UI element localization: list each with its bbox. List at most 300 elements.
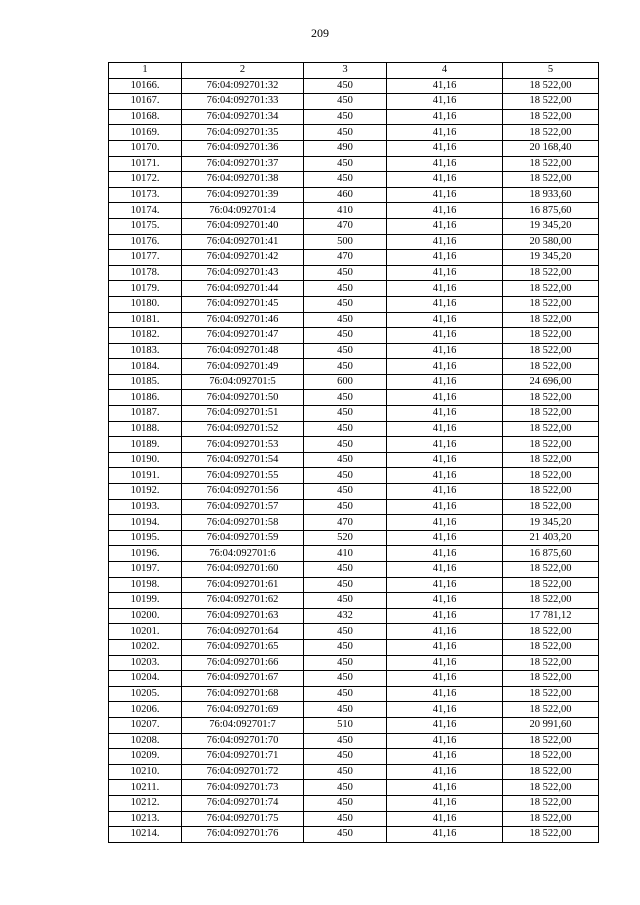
rate-cell: 41,16 <box>387 624 503 640</box>
area-cell: 450 <box>304 421 387 437</box>
row-number-cell: 10169. <box>109 125 182 141</box>
cadastral-number-cell: 76:04:092701:41 <box>182 234 304 250</box>
row-number-cell: 10196. <box>109 546 182 562</box>
table-row <box>109 468 599 484</box>
area-cell: 450 <box>304 343 387 359</box>
rate-cell: 41,16 <box>387 484 503 500</box>
area-cell: 450 <box>304 452 387 468</box>
cadastral-number-cell: 76:04:092701:36 <box>182 140 304 156</box>
rate-cell: 41,16 <box>387 312 503 328</box>
value-cell: 18 522,00 <box>503 655 599 671</box>
rate-cell: 41,16 <box>387 421 503 437</box>
rate-cell: 41,16 <box>387 717 503 733</box>
row-number-cell: 10186. <box>109 390 182 406</box>
cadastral-number-cell: 76:04:092701:60 <box>182 562 304 578</box>
table-row <box>109 484 599 500</box>
rate-cell: 41,16 <box>387 764 503 780</box>
row-number-cell: 10190. <box>109 452 182 468</box>
area-cell: 450 <box>304 795 387 811</box>
table-row <box>109 780 599 796</box>
area-cell: 450 <box>304 468 387 484</box>
row-number-cell: 10199. <box>109 593 182 609</box>
cadastral-number-cell: 76:04:092701:54 <box>182 452 304 468</box>
value-cell: 18 522,00 <box>503 94 599 110</box>
table-row <box>109 577 599 593</box>
table-row <box>109 250 599 266</box>
value-cell: 18 522,00 <box>503 406 599 422</box>
cadastral-number-cell: 76:04:092701:43 <box>182 265 304 281</box>
rate-cell: 41,16 <box>387 671 503 687</box>
row-number-cell: 10200. <box>109 608 182 624</box>
rate-cell: 41,16 <box>387 265 503 281</box>
value-cell: 24 696,00 <box>503 374 599 390</box>
table-row <box>109 593 599 609</box>
cadastral-number-cell: 76:04:092701:42 <box>182 250 304 266</box>
table-row <box>109 686 599 702</box>
value-cell: 18 522,00 <box>503 577 599 593</box>
area-cell: 490 <box>304 140 387 156</box>
row-number-cell: 10191. <box>109 468 182 484</box>
row-number-cell: 10182. <box>109 328 182 344</box>
row-number-cell: 10192. <box>109 484 182 500</box>
cadastral-number-cell: 76:04:092701:63 <box>182 608 304 624</box>
area-cell: 450 <box>304 749 387 765</box>
table-row <box>109 94 599 110</box>
value-cell: 18 522,00 <box>503 484 599 500</box>
row-number-cell: 10206. <box>109 702 182 718</box>
value-cell: 18 522,00 <box>503 109 599 125</box>
cadastral-number-cell: 76:04:092701:32 <box>182 78 304 94</box>
value-cell: 18 522,00 <box>503 624 599 640</box>
cadastral-number-cell: 76:04:092701:35 <box>182 125 304 141</box>
value-cell: 18 522,00 <box>503 312 599 328</box>
cadastral-number-cell: 76:04:092701:46 <box>182 312 304 328</box>
table-row <box>109 562 599 578</box>
row-number-cell: 10194. <box>109 515 182 531</box>
cadastral-number-cell: 76:04:092701:49 <box>182 359 304 375</box>
table-row <box>109 125 599 141</box>
table-row <box>109 374 599 390</box>
row-number-cell: 10167. <box>109 94 182 110</box>
row-number-cell: 10172. <box>109 172 182 188</box>
area-cell: 450 <box>304 78 387 94</box>
cadastral-number-cell: 76:04:092701:73 <box>182 780 304 796</box>
table-row <box>109 437 599 453</box>
row-number-cell: 10193. <box>109 499 182 515</box>
area-cell: 450 <box>304 827 387 843</box>
row-number-cell: 10178. <box>109 265 182 281</box>
rate-cell: 41,16 <box>387 562 503 578</box>
rate-cell: 41,16 <box>387 218 503 234</box>
value-cell: 18 522,00 <box>503 281 599 297</box>
cadastral-number-cell: 76:04:092701:47 <box>182 328 304 344</box>
value-cell: 18 522,00 <box>503 827 599 843</box>
table-row <box>109 499 599 515</box>
cadastral-number-cell: 76:04:092701:74 <box>182 795 304 811</box>
row-number-cell: 10187. <box>109 406 182 422</box>
table-row <box>109 608 599 624</box>
value-cell: 20 991,60 <box>503 717 599 733</box>
table-row <box>109 156 599 172</box>
table-row <box>109 749 599 765</box>
column-header-3: 3 <box>304 63 387 79</box>
table-row <box>109 312 599 328</box>
rate-cell: 41,16 <box>387 156 503 172</box>
column-header-4: 4 <box>387 63 503 79</box>
area-cell: 450 <box>304 94 387 110</box>
table-row <box>109 390 599 406</box>
table-row <box>109 717 599 733</box>
row-number-cell: 10195. <box>109 530 182 546</box>
table-row <box>109 827 599 843</box>
area-cell: 470 <box>304 515 387 531</box>
table-row <box>109 187 599 203</box>
row-number-cell: 10210. <box>109 764 182 780</box>
table-row <box>109 733 599 749</box>
value-cell: 18 522,00 <box>503 686 599 702</box>
row-number-cell: 10180. <box>109 296 182 312</box>
row-number-cell: 10177. <box>109 250 182 266</box>
table-row <box>109 702 599 718</box>
rate-cell: 41,16 <box>387 296 503 312</box>
table-row <box>109 795 599 811</box>
area-cell: 450 <box>304 172 387 188</box>
area-cell: 450 <box>304 437 387 453</box>
rate-cell: 41,16 <box>387 780 503 796</box>
row-number-cell: 10214. <box>109 827 182 843</box>
area-cell: 450 <box>304 125 387 141</box>
rate-cell: 41,16 <box>387 686 503 702</box>
row-number-cell: 10179. <box>109 281 182 297</box>
value-cell: 19 345,20 <box>503 250 599 266</box>
value-cell: 18 522,00 <box>503 468 599 484</box>
table-row <box>109 406 599 422</box>
area-cell: 600 <box>304 374 387 390</box>
row-number-cell: 10171. <box>109 156 182 172</box>
value-cell: 18 522,00 <box>503 390 599 406</box>
rate-cell: 41,16 <box>387 328 503 344</box>
area-cell: 450 <box>304 577 387 593</box>
value-cell: 18 522,00 <box>503 125 599 141</box>
column-header-5: 5 <box>503 63 599 79</box>
value-cell: 18 522,00 <box>503 156 599 172</box>
area-cell: 450 <box>304 109 387 125</box>
value-cell: 18 522,00 <box>503 78 599 94</box>
cadastral-number-cell: 76:04:092701:38 <box>182 172 304 188</box>
row-number-cell: 10202. <box>109 639 182 655</box>
value-cell: 18 522,00 <box>503 811 599 827</box>
row-number-cell: 10207. <box>109 717 182 733</box>
area-cell: 450 <box>304 639 387 655</box>
area-cell: 410 <box>304 546 387 562</box>
area-cell: 450 <box>304 811 387 827</box>
area-cell: 450 <box>304 390 387 406</box>
row-number-cell: 10170. <box>109 140 182 156</box>
cadastral-number-cell: 76:04:092701:65 <box>182 639 304 655</box>
table-row <box>109 218 599 234</box>
cadastral-number-cell: 76:04:092701:59 <box>182 530 304 546</box>
row-number-cell: 10185. <box>109 374 182 390</box>
area-cell: 450 <box>304 296 387 312</box>
value-cell: 18 522,00 <box>503 343 599 359</box>
table-body <box>109 78 599 842</box>
area-cell: 460 <box>304 187 387 203</box>
table-row <box>109 265 599 281</box>
rate-cell: 41,16 <box>387 78 503 94</box>
cadastral-number-cell: 76:04:092701:76 <box>182 827 304 843</box>
value-cell: 16 875,60 <box>503 546 599 562</box>
cadastral-number-cell: 76:04:092701:6 <box>182 546 304 562</box>
row-number-cell: 10189. <box>109 437 182 453</box>
area-cell: 450 <box>304 328 387 344</box>
row-number-cell: 10212. <box>109 795 182 811</box>
cadastral-number-cell: 76:04:092701:62 <box>182 593 304 609</box>
rate-cell: 41,16 <box>387 234 503 250</box>
rate-cell: 41,16 <box>387 795 503 811</box>
area-cell: 520 <box>304 530 387 546</box>
rate-cell: 41,16 <box>387 187 503 203</box>
rate-cell: 41,16 <box>387 515 503 531</box>
table-header <box>109 63 599 79</box>
row-number-cell: 10173. <box>109 187 182 203</box>
rate-cell: 41,16 <box>387 250 503 266</box>
table-row <box>109 452 599 468</box>
rate-cell: 41,16 <box>387 749 503 765</box>
row-number-cell: 10203. <box>109 655 182 671</box>
row-number-cell: 10174. <box>109 203 182 219</box>
area-cell: 450 <box>304 702 387 718</box>
rate-cell: 41,16 <box>387 577 503 593</box>
table-row <box>109 172 599 188</box>
cadastral-number-cell: 76:04:092701:50 <box>182 390 304 406</box>
value-cell: 18 522,00 <box>503 437 599 453</box>
table-row <box>109 671 599 687</box>
cadastral-number-cell: 76:04:092701:40 <box>182 218 304 234</box>
cadastral-number-cell: 76:04:092701:66 <box>182 655 304 671</box>
row-number-cell: 10181. <box>109 312 182 328</box>
rate-cell: 41,16 <box>387 390 503 406</box>
row-number-cell: 10176. <box>109 234 182 250</box>
area-cell: 450 <box>304 733 387 749</box>
value-cell: 18 522,00 <box>503 452 599 468</box>
rate-cell: 41,16 <box>387 639 503 655</box>
rate-cell: 41,16 <box>387 359 503 375</box>
rate-cell: 41,16 <box>387 94 503 110</box>
cadastral-number-cell: 76:04:092701:37 <box>182 156 304 172</box>
area-cell: 510 <box>304 717 387 733</box>
cadastral-number-cell: 76:04:092701:34 <box>182 109 304 125</box>
table-row <box>109 515 599 531</box>
row-number-cell: 10184. <box>109 359 182 375</box>
row-number-cell: 10204. <box>109 671 182 687</box>
rate-cell: 41,16 <box>387 702 503 718</box>
table-row <box>109 811 599 827</box>
row-number-cell: 10213. <box>109 811 182 827</box>
value-cell: 18 522,00 <box>503 296 599 312</box>
value-cell: 18 522,00 <box>503 359 599 375</box>
area-cell: 450 <box>304 312 387 328</box>
cadastral-number-cell: 76:04:092701:7 <box>182 717 304 733</box>
area-cell: 450 <box>304 484 387 500</box>
value-cell: 18 522,00 <box>503 671 599 687</box>
area-cell: 500 <box>304 234 387 250</box>
area-cell: 450 <box>304 780 387 796</box>
rate-cell: 41,16 <box>387 530 503 546</box>
rate-cell: 41,16 <box>387 452 503 468</box>
value-cell: 18 522,00 <box>503 733 599 749</box>
area-cell: 450 <box>304 265 387 281</box>
table-row <box>109 140 599 156</box>
cadastral-number-cell: 76:04:092701:44 <box>182 281 304 297</box>
table-row <box>109 359 599 375</box>
area-cell: 450 <box>304 624 387 640</box>
value-cell: 17 781,12 <box>503 608 599 624</box>
value-cell: 18 522,00 <box>503 593 599 609</box>
value-cell: 18 522,00 <box>503 639 599 655</box>
rate-cell: 41,16 <box>387 109 503 125</box>
cadastral-number-cell: 76:04:092701:39 <box>182 187 304 203</box>
area-cell: 450 <box>304 281 387 297</box>
value-cell: 18 522,00 <box>503 499 599 515</box>
value-cell: 18 522,00 <box>503 328 599 344</box>
rate-cell: 41,16 <box>387 608 503 624</box>
value-cell: 18 933,60 <box>503 187 599 203</box>
cadastral-number-cell: 76:04:092701:64 <box>182 624 304 640</box>
rate-cell: 41,16 <box>387 546 503 562</box>
table-row <box>109 234 599 250</box>
rate-cell: 41,16 <box>387 437 503 453</box>
value-cell: 18 522,00 <box>503 421 599 437</box>
data-table <box>108 62 599 843</box>
table-row <box>109 203 599 219</box>
rate-cell: 41,16 <box>387 281 503 297</box>
cadastral-number-cell: 76:04:092701:69 <box>182 702 304 718</box>
rate-cell: 41,16 <box>387 140 503 156</box>
cadastral-number-cell: 76:04:092701:5 <box>182 374 304 390</box>
table-row <box>109 655 599 671</box>
row-number-cell: 10198. <box>109 577 182 593</box>
rate-cell: 41,16 <box>387 172 503 188</box>
row-number-cell: 10168. <box>109 109 182 125</box>
area-cell: 450 <box>304 406 387 422</box>
cadastral-number-cell: 76:04:092701:61 <box>182 577 304 593</box>
rate-cell: 41,16 <box>387 827 503 843</box>
table-row <box>109 78 599 94</box>
area-cell: 470 <box>304 250 387 266</box>
area-cell: 450 <box>304 655 387 671</box>
value-cell: 18 522,00 <box>503 764 599 780</box>
row-number-cell: 10166. <box>109 78 182 94</box>
area-cell: 450 <box>304 764 387 780</box>
area-cell: 470 <box>304 218 387 234</box>
value-cell: 18 522,00 <box>503 780 599 796</box>
cadastral-number-cell: 76:04:092701:53 <box>182 437 304 453</box>
row-number-cell: 10188. <box>109 421 182 437</box>
row-number-cell: 10205. <box>109 686 182 702</box>
cadastral-number-cell: 76:04:092701:68 <box>182 686 304 702</box>
value-cell: 18 522,00 <box>503 795 599 811</box>
rate-cell: 41,16 <box>387 499 503 515</box>
cadastral-number-cell: 76:04:092701:45 <box>182 296 304 312</box>
cadastral-number-cell: 76:04:092701:75 <box>182 811 304 827</box>
table-row <box>109 343 599 359</box>
rate-cell: 41,16 <box>387 374 503 390</box>
value-cell: 18 522,00 <box>503 265 599 281</box>
area-cell: 450 <box>304 359 387 375</box>
cadastral-number-cell: 76:04:092701:70 <box>182 733 304 749</box>
rate-cell: 41,16 <box>387 125 503 141</box>
table-row <box>109 624 599 640</box>
column-header-2: 2 <box>182 63 304 79</box>
area-cell: 450 <box>304 499 387 515</box>
area-cell: 432 <box>304 608 387 624</box>
cadastral-number-cell: 76:04:092701:33 <box>182 94 304 110</box>
value-cell: 19 345,20 <box>503 218 599 234</box>
rate-cell: 41,16 <box>387 655 503 671</box>
table-row <box>109 109 599 125</box>
area-cell: 450 <box>304 156 387 172</box>
table-row <box>109 639 599 655</box>
cadastral-number-cell: 76:04:092701:48 <box>182 343 304 359</box>
value-cell: 18 522,00 <box>503 562 599 578</box>
cadastral-number-cell: 76:04:092701:57 <box>182 499 304 515</box>
rate-cell: 41,16 <box>387 593 503 609</box>
row-number-cell: 10209. <box>109 749 182 765</box>
value-cell: 20 580,00 <box>503 234 599 250</box>
row-number-cell: 10208. <box>109 733 182 749</box>
table-row <box>109 530 599 546</box>
row-number-cell: 10183. <box>109 343 182 359</box>
rate-cell: 41,16 <box>387 811 503 827</box>
cadastral-number-cell: 76:04:092701:4 <box>182 203 304 219</box>
table-row <box>109 421 599 437</box>
value-cell: 21 403,20 <box>503 530 599 546</box>
area-cell: 410 <box>304 203 387 219</box>
row-number-cell: 10197. <box>109 562 182 578</box>
page-number: 209 <box>311 26 329 40</box>
rate-cell: 41,16 <box>387 203 503 219</box>
value-cell: 19 345,20 <box>503 515 599 531</box>
table-row <box>109 296 599 312</box>
area-cell: 450 <box>304 593 387 609</box>
cadastral-number-cell: 76:04:092701:56 <box>182 484 304 500</box>
rate-cell: 41,16 <box>387 733 503 749</box>
row-number-cell: 10175. <box>109 218 182 234</box>
table-row <box>109 764 599 780</box>
cadastral-number-cell: 76:04:092701:58 <box>182 515 304 531</box>
cadastral-number-cell: 76:04:092701:52 <box>182 421 304 437</box>
area-cell: 450 <box>304 671 387 687</box>
cadastral-number-cell: 76:04:092701:67 <box>182 671 304 687</box>
rate-cell: 41,16 <box>387 468 503 484</box>
value-cell: 18 522,00 <box>503 172 599 188</box>
rate-cell: 41,16 <box>387 406 503 422</box>
cadastral-number-cell: 76:04:092701:51 <box>182 406 304 422</box>
cadastral-number-cell: 76:04:092701:55 <box>182 468 304 484</box>
value-cell: 16 875,60 <box>503 203 599 219</box>
table-row <box>109 546 599 562</box>
cadastral-number-cell: 76:04:092701:71 <box>182 749 304 765</box>
cadastral-number-cell: 76:04:092701:72 <box>182 764 304 780</box>
rate-cell: 41,16 <box>387 343 503 359</box>
row-number-cell: 10211. <box>109 780 182 796</box>
area-cell: 450 <box>304 686 387 702</box>
header-row <box>109 63 599 79</box>
table-row <box>109 281 599 297</box>
area-cell: 450 <box>304 562 387 578</box>
value-cell: 18 522,00 <box>503 702 599 718</box>
table-row <box>109 328 599 344</box>
